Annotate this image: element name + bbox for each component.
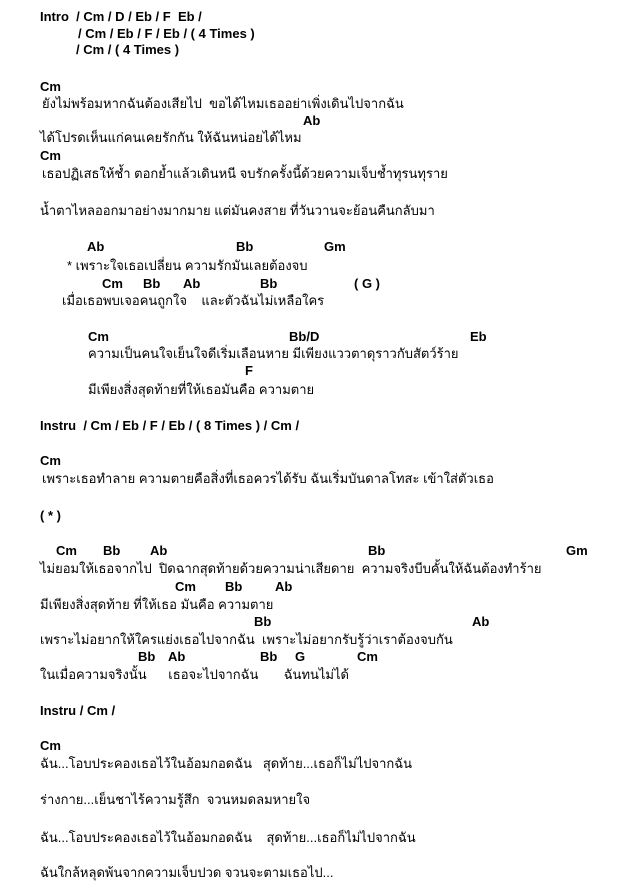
chord: Eb: [470, 329, 487, 344]
chord: Cm: [88, 329, 109, 344]
lyric-line: ฉัน...โอบประคองเธอไว้ในอ้อมกอดฉัน สุดท้าย...เธอก็ไม่ไปจากฉัน: [40, 830, 416, 845]
intro-line: / Cm / Eb / F / Eb / ( 4 Times ): [78, 26, 255, 41]
chord: Bb: [143, 276, 161, 291]
chord: Ab: [183, 276, 201, 291]
chord: G: [295, 649, 306, 664]
chord: F: [245, 363, 253, 378]
intro-line: Intro / Cm / D / Eb / F Eb /: [40, 9, 202, 24]
chord: Cm: [102, 276, 123, 291]
lyric-line: มีเพียงสิ่งสุดท้าย ที่ให้เธอ มันคือ ความตาย: [40, 597, 274, 612]
lyric-line: ฉัน...โอบประคองเธอไว้ในอ้อมกอดฉัน สุดท้าย...เธอก็ไม่ไปจากฉัน: [40, 756, 413, 771]
chord: Bb: [260, 649, 278, 664]
chord: Cm: [40, 453, 61, 468]
chord: Cm: [40, 738, 61, 753]
chord: Cm: [357, 649, 378, 664]
chord: Cm: [175, 579, 196, 594]
lyric-line: เธอปฏิเสธให้ช้ำ ตอกย้ำแล้วเดินหนี จบรักครั้งนี้ด้วยความเจ็บช้ำทุรนทุราย: [42, 166, 448, 181]
lyric-line: เมื่อเธอพบเจอคนถูกใจ และตัวฉันไม่เหลือใคร: [62, 293, 325, 308]
chord: Bb: [103, 543, 121, 558]
lyric-line: ได้โปรดเห็นแก่คนเคยรักกัน ให้ฉันหน่อยได้ไหม: [40, 130, 302, 145]
lyric-line: ความเป็นคนใจเย็นใจดีเริ่มเลือนหาย มีเพียงแววตาดุราวกับสัตว์ร้าย: [88, 346, 459, 361]
chord: Ab: [150, 543, 168, 558]
chord: Cm: [40, 148, 61, 163]
chord: Cm: [56, 543, 77, 558]
chord: Ab: [303, 113, 321, 128]
lyric-line: เพราะเธอทำลาย ความตายคือสิ่งที่เธอควรได้รับ ฉันเริ่มบันดาลโทสะ เข้าใส่ตัวเธอ: [42, 471, 494, 486]
chord: Bb: [236, 239, 254, 254]
lyric-line: มีเพียงสิ่งสุดท้ายที่ให้เธอมันคือ ความตาย: [88, 382, 315, 397]
intro-line: / Cm / ( 4 Times ): [76, 42, 180, 57]
chord: ( G ): [354, 276, 380, 291]
chord: Ab: [275, 579, 293, 594]
chord: Bb: [138, 649, 156, 664]
lyric-line: ร่างกาย...เย็นชาไร้ความรู้สึก จวนหมดลมหายใจ: [40, 792, 311, 807]
chord: Bb: [254, 614, 272, 629]
lyric-line: น้ำตาไหลออกมาอย่างมากมาย แต่มันคงสาย ที่วันวานจะย้อนคืนกลับมา: [40, 203, 435, 218]
chord: Ab: [168, 649, 186, 664]
lyric-line: ยังไม่พร้อมหากฉันต้องเสียไป ขอได้ไหมเธออย่าเพิ่งเดินไปจากฉัน: [42, 96, 404, 111]
lyric-line: * เพราะใจเธอเปลี่ยน ความรักมันเลยต้องจบ: [67, 258, 308, 273]
instrumental-line: Instru / Cm / Eb / F / Eb / ( 8 Times ) / Cm /: [40, 418, 300, 433]
lyric-line: ในเมื่อความจริงนั้น เธอจะไปจากฉัน ฉันทนไม่ได้: [40, 667, 349, 682]
chord: Gm: [566, 543, 588, 558]
instrumental-line: Instru / Cm /: [40, 703, 116, 718]
repeat-marker: ( * ): [40, 508, 61, 523]
lyric-line: ฉันใกล้หลุดพ้นจากความเจ็บปวด จวนจะตามเธอไป...: [40, 865, 334, 880]
chord: Bb/D: [289, 329, 320, 344]
chord: Bb: [368, 543, 386, 558]
chord: Cm: [40, 79, 61, 94]
chord: Ab: [472, 614, 490, 629]
chord: Gm: [324, 239, 346, 254]
chord: Bb: [260, 276, 278, 291]
chord: Bb: [225, 579, 243, 594]
lyric-line: ไม่ยอมให้เธอจากไป ปิดฉากสุดท้ายด้วยความน่าเสียดาย ความจริงบีบคั้นให้ฉันต้องทำร้าย: [40, 561, 542, 576]
lyric-line: เพราะไม่อยากให้ใครแย่งเธอไปจากฉัน เพราะไม่อยากรับรู้ว่าเราต้องจบกัน: [40, 632, 453, 647]
chord: Ab: [87, 239, 105, 254]
